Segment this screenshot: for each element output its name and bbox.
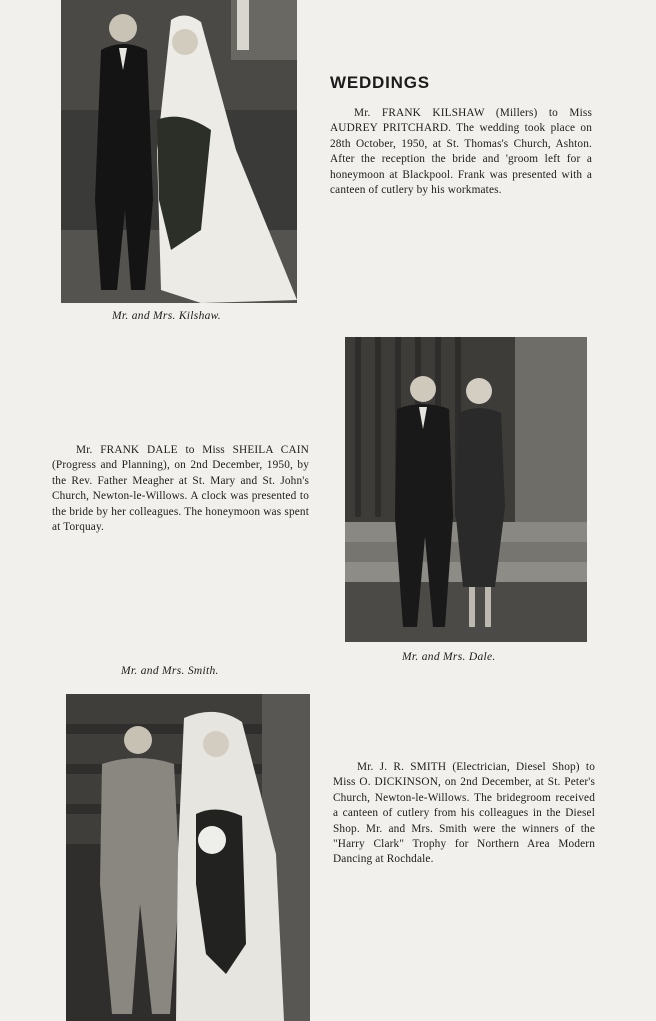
photo-kilshaw-wedding <box>61 0 297 303</box>
section-heading: WEDDINGS <box>330 73 430 92</box>
caption-kilshaw: Mr. and Mrs. Kilshaw. <box>112 310 221 322</box>
caption-smith: Mr. and Mrs. Smith. <box>121 665 219 677</box>
article-dale: Mr. FRANK DALE to Miss SHEILA CAIN (Progress and Planning), on 2nd December, 1950, by the Rev. Father Meagher at St. Mary and St. John's Church, Newton-le-Willows. A clock was presented to the bride by her colleagues. The honeymoon was spent at Torquay. <box>52 444 309 534</box>
caption-dale: Mr. and Mrs. Dale. <box>402 651 496 663</box>
photo-dale-wedding <box>345 337 587 642</box>
photo-smith-wedding <box>66 694 310 1021</box>
article-smith: Mr. J. R. SMITH (Electrician, Diesel Shop) to Miss O. DICKINSON, on 2nd December, at St. Peter's Church, Newton-le-Willows. The bridegroom received a canteen of cutlery from his colleagues in the Diesel Shop. Mr. and Mrs. Smith were the winners of the "Harry Clark" Trophy for Northern Area Modern Dancing at Rochdale. <box>333 761 595 866</box>
article-kilshaw: Mr. FRANK KILSHAW (Millers) to Miss AUDREY PRITCHARD. The wedding took place on 28th October, 1950, at St. Thomas's Church, Ashton. After the reception the bride and 'groom left for a honeymoon at Blackpool. Frank was presented with a canteen of cutlery by his workmates. <box>330 107 592 197</box>
